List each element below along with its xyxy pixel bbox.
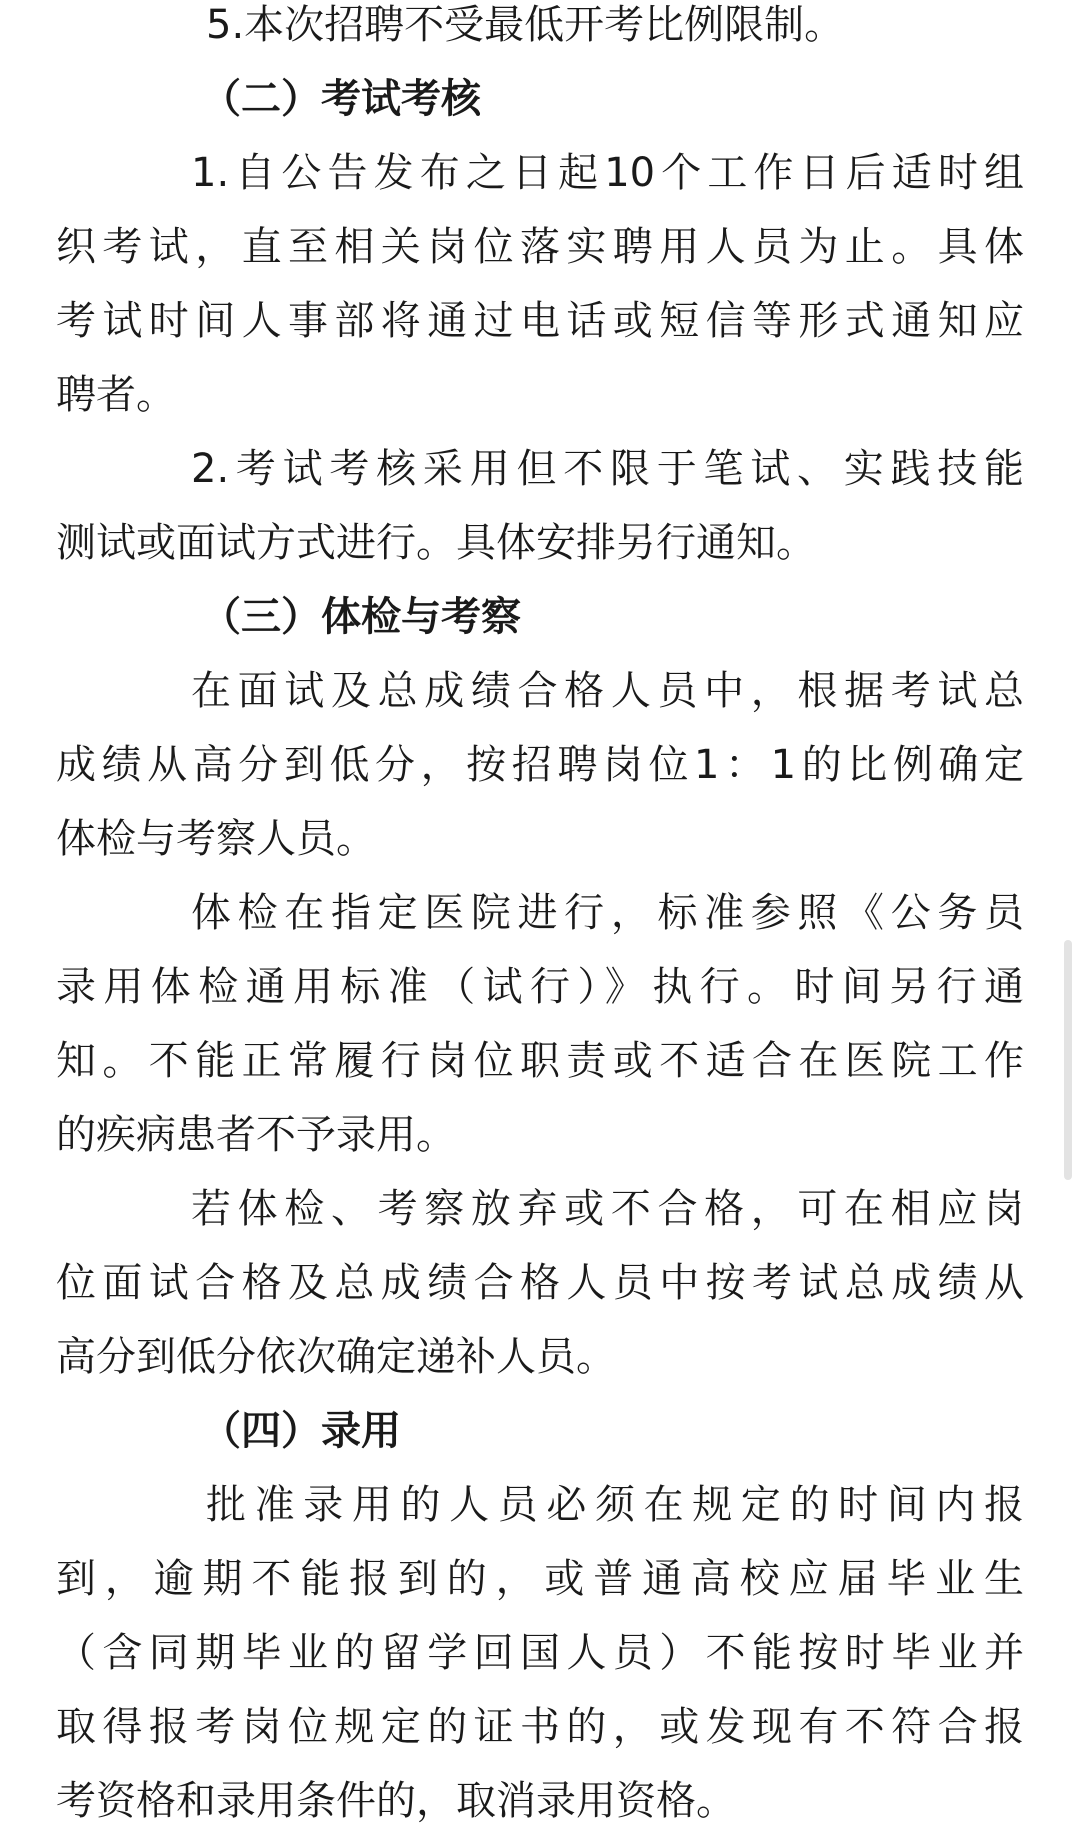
text-line: 成绩从高分到低分，按招聘岗位1：1的比例确定: [56, 742, 1024, 788]
text-line: 批准录用的人员必须在规定的时间内报: [206, 1482, 1024, 1528]
text-line: 高分到低分依次确定递补人员。: [56, 1334, 616, 1380]
text-line: （含同期毕业的留学回国人员）不能按时毕业并: [56, 1630, 1024, 1676]
text-line: 5.本次招聘不受最低开考比例限制。: [206, 2, 845, 48]
text-line: 体检在指定医院进行，标准参照《公务员: [191, 890, 1024, 936]
text-line: 体检与考察人员。: [56, 816, 376, 862]
section-heading: （四）录用: [201, 1408, 401, 1454]
text-line: 若体检、考察放弃或不合格，可在相应岗: [191, 1186, 1024, 1232]
section-heading: （二）考试考核: [201, 76, 481, 122]
text-line: 取得报考岗位规定的证书的，或发现有不符合报: [56, 1704, 1024, 1750]
text-line: 测试或面试方式进行。具体安排另行通知。: [56, 520, 816, 566]
text-line: 在面试及总成绩合格人员中，根据考试总: [191, 668, 1024, 714]
scrollbar-thumb[interactable]: [1064, 940, 1072, 1180]
text-line: 位面试合格及总成绩合格人员中按考试总成绩从: [56, 1260, 1024, 1306]
text-line: 考资格和录用条件的，取消录用资格。: [56, 1778, 736, 1824]
text-line: 聘者。: [56, 372, 176, 418]
text-line: 知。不能正常履行岗位职责或不适合在医院工作: [56, 1038, 1024, 1084]
text-line: 的疾病患者不予录用。: [56, 1112, 456, 1158]
text-line: 录用体检通用标准（试行）》执行。时间另行通: [56, 964, 1024, 1010]
text-line: 到，逾期不能报到的，或普通高校应届毕业生: [56, 1556, 1024, 1602]
text-line: 考试时间人事部将通过电话或短信等形式通知应: [56, 298, 1024, 344]
text-line: 2.考试考核采用但不限于笔试、实践技能: [191, 446, 1024, 492]
text-line: 1.自公告发布之日起10个工作日后适时组: [191, 150, 1024, 196]
section-heading: （三）体检与考察: [201, 594, 521, 640]
text-line: 织考试，直至相关岗位落实聘用人员为止。具体: [56, 224, 1024, 270]
